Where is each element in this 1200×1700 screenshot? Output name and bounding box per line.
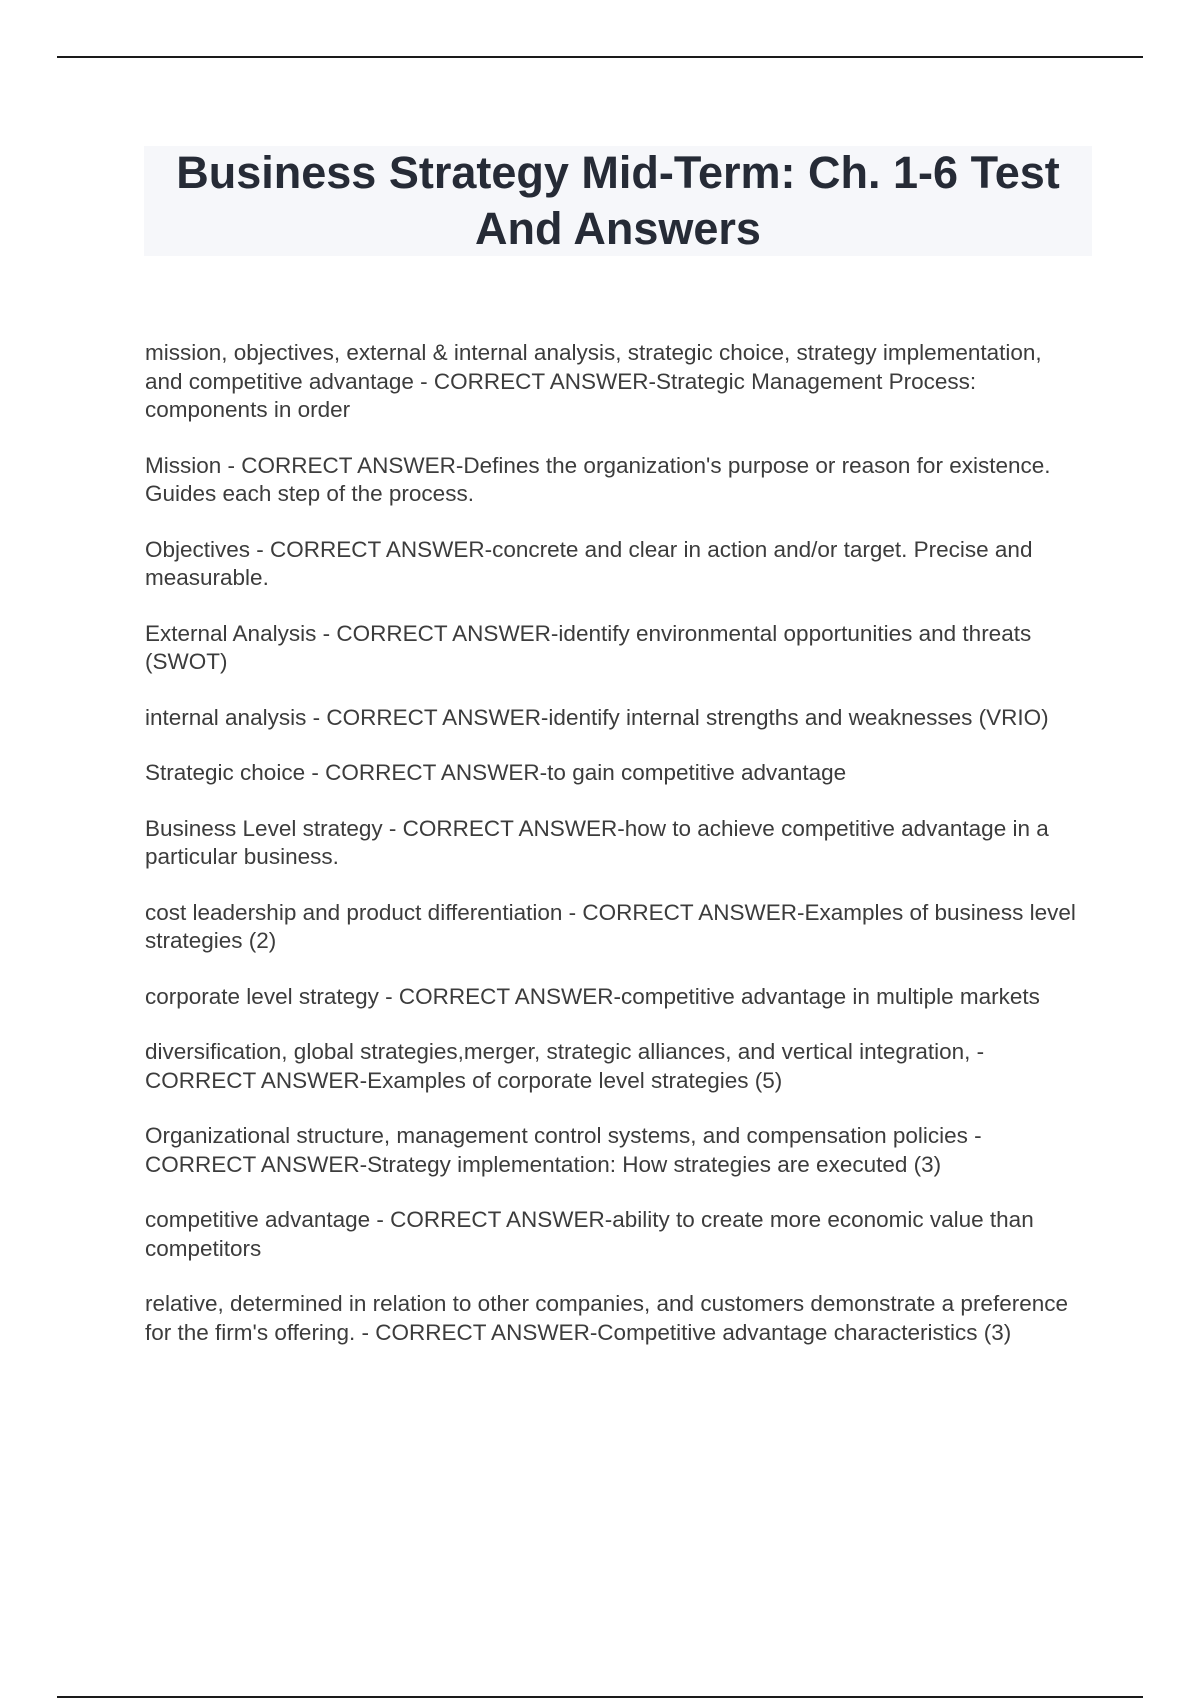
title-banner	[144, 146, 1092, 256]
qa-item: mission, objectives, external & internal analysis, strategic choice, strategy implementation, and competitive advantage - CORRECT ANSWER-Strategic Management Process: components in order	[145, 340, 1042, 422]
qa-item: Strategic choice - CORRECT ANSWER-to gain competitive advantage	[145, 760, 847, 785]
bottom-divider	[57, 1696, 1143, 1698]
qa-item: External Analysis - CORRECT ANSWER-identify environmental opportunities and threats (SWOT)	[145, 620, 1032, 674]
qa-item: Business Level strategy - CORRECT ANSWER-how to achieve competitive advantage in a particular business.	[145, 815, 1049, 869]
qa-item: Organizational structure, management control systems, and compensation policies - CORRECT ANSWER-Strategy implementation: How strategies are executed (3)	[145, 1123, 982, 1177]
qa-item: relative, determined in relation to other companies, and customers demonstrate a preference for the firm's offering. - CORRECT ANSWER-Competitive advantage characteristics (3)	[145, 1291, 1068, 1345]
qa-item: Objectives - CORRECT ANSWER-concrete and clear in action and/or target. Precise and measurable.	[145, 536, 1033, 590]
qa-item: internal analysis - CORRECT ANSWER-identify internal strengths and weaknesses (VRIO)	[145, 704, 1049, 730]
qa-item: competitive advantage - CORRECT ANSWER-ability to create more economic value than competitors	[145, 1207, 1034, 1261]
qa-item: cost leadership and product differentiation - CORRECT ANSWER-Examples of business level strategies (2)	[145, 899, 1076, 953]
page-title: Business Strategy Mid-Term: Ch. 1-6 Test And Answers	[176, 147, 1060, 254]
qa-list	[145, 339, 1085, 1374]
qa-item: Mission - CORRECT ANSWER-Defines the organization's purpose or reason for existence. Guides each step of the process.	[145, 452, 1051, 506]
qa-item: corporate level strategy - CORRECT ANSWER-competitive advantage in multiple markets	[145, 983, 1040, 1009]
top-divider	[57, 56, 1143, 58]
qa-item: diversification, global strategies,merger, strategic alliances, and vertical integration, - CORRECT ANSWER-Examples of corporate level strategies (5)	[145, 1039, 985, 1093]
